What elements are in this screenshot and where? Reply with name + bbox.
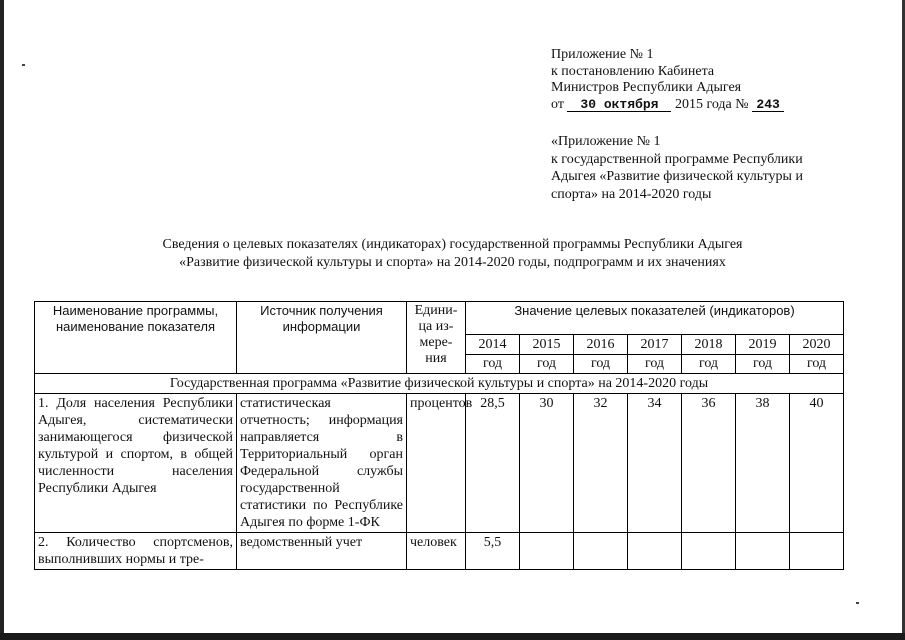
appendix-1-block — [551, 47, 784, 113]
row-2-source: ведомственный учет — [237, 533, 407, 570]
header-year-2018: 2018 год — [682, 335, 736, 374]
scan-speck — [22, 64, 25, 66]
scan-edge-left — [0, 0, 4, 640]
row-2-value-2017 — [628, 533, 682, 570]
year-label: 2015 года № — [674, 96, 749, 112]
header-year-2017: 2017 год — [628, 335, 682, 374]
row-2-unit: человек — [407, 533, 466, 570]
row-1-value-2019: 38 — [736, 394, 790, 533]
row-2-value-2016 — [574, 533, 628, 570]
header-year-2019: 2019 год — [736, 335, 790, 374]
row-1-value-2017: 34 — [628, 394, 682, 533]
row-2-value-2014: 5,5 — [466, 533, 520, 570]
appendix-2-line2: к государственной программе Республики — [551, 151, 803, 167]
header-row-1 — [35, 302, 844, 335]
row-2-name: 2. Количество спортсменов, выполнивших нормы и тре- — [35, 533, 237, 570]
appendix-1-date-line — [551, 97, 784, 114]
row-2-value-2018 — [682, 533, 736, 570]
row-1-name: 1. Доля населения Республики Адыгея, систематически занимающегося физической культурой и спортом, в общей численности населения Республики Адыгея — [35, 394, 237, 533]
header-year-2020: 2020 год — [790, 335, 844, 374]
table-row — [35, 533, 844, 570]
header-unit: Едини-ца из-мере-ния — [407, 302, 466, 374]
appendix-1-line3: Министров Республики Адыгея — [551, 80, 742, 95]
header-year-2015: 2015 год — [520, 335, 574, 374]
scan-speck — [856, 602, 859, 604]
row-1-source: статистическая отчетность; информация направляется в Территориальный орган Федеральной службы государственной статистики по Республике Адыгея по форме 1-ФК — [237, 394, 407, 533]
header-values: Значение целевых показателей (индикаторов) — [466, 302, 844, 335]
scan-edge-bottom — [0, 633, 905, 640]
title-line2: «Развитие физической культуры и спорта» на 2014-2020 годы, подпрограмм и их значениях — [179, 254, 726, 270]
appendix-2-line4: спорта» на 2014-2020 годы — [551, 186, 712, 202]
header-year-2014: 2014 год — [466, 335, 520, 374]
document-title — [0, 236, 905, 271]
appendix-1-line1: Приложение № 1 — [551, 47, 654, 62]
row-2-value-2019 — [736, 533, 790, 570]
row-2-value-2015 — [520, 533, 574, 570]
appendix-2-block — [551, 133, 851, 203]
row-1-unit: процентов — [407, 394, 466, 533]
indicators-table — [34, 301, 844, 570]
table-row — [35, 394, 844, 533]
row-1-value-2018: 36 — [682, 394, 736, 533]
row-1-value-2015: 30 — [520, 394, 574, 533]
section-row — [35, 374, 844, 394]
appendix-2-line1: «Приложение № 1 — [551, 134, 661, 149]
row-2-value-2020 — [790, 533, 844, 570]
row-1-value-2014: 28,5 — [466, 394, 520, 533]
from-label: от — [551, 96, 564, 112]
appendix-1-line2: к постановлению Кабинета — [551, 63, 715, 79]
section-title: Государственная программа «Развитие физической культуры и спорта» на 2014-2020 годы — [35, 374, 844, 394]
title-line1: Сведения о целевых показателях (индикаторах) государственной программы Республики Адыгея — [162, 237, 743, 252]
header-name: Наименование программы, наименование показателя — [35, 302, 237, 374]
row-1-value-2020: 40 — [790, 394, 844, 533]
number-field: 243 — [752, 98, 784, 112]
row-1-value-2016: 32 — [574, 394, 628, 533]
header-year-2016: 2016 год — [574, 335, 628, 374]
header-source: Источник получения информации — [237, 302, 407, 374]
appendix-2-line3: Адыгея «Развитие физической культуры и — [551, 169, 803, 184]
date-field: 30 октября — [567, 98, 671, 112]
